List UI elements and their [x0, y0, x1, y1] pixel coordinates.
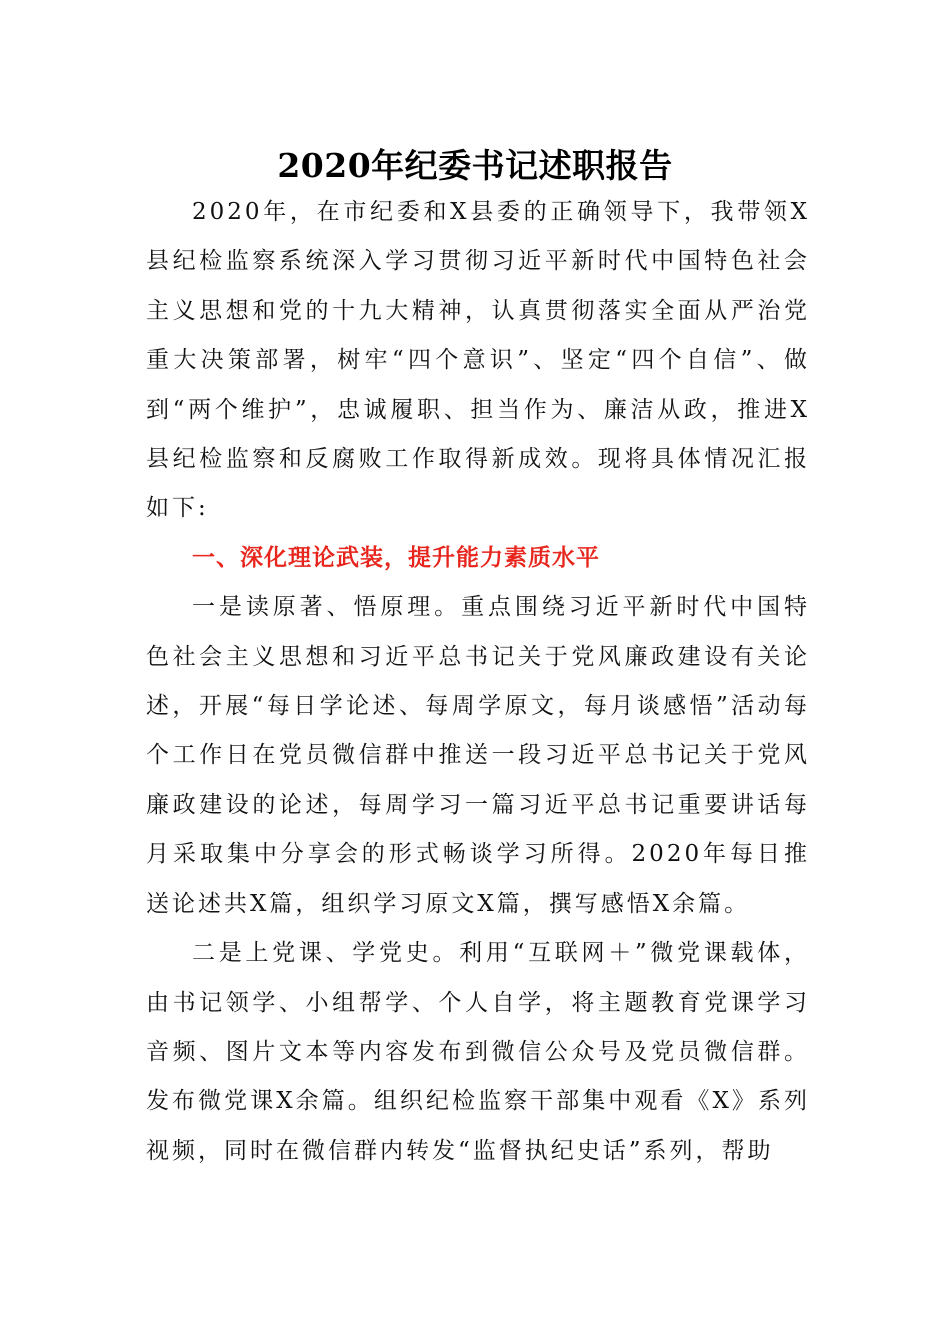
document-title: 2020年纪委书记述职报告: [277, 146, 673, 185]
document-body: [146, 188, 810, 1176]
intro-paragraph: 2020年，在市纪委和X县委的正确领导下，我带领X县纪检监察系统深入学习贯彻习近平新时代中国特色社会主义思想和党的十九大精神，认真贯彻落实全面从严治党重大决策部署，树牢“四个意识”、坚定“四个自信”、做到“两个维护”，忠诚履职、担当作为、廉洁从政，推进X县纪检监察和反腐败工作取得新成效。现将具体情况汇报如下:: [146, 199, 810, 522]
section-heading: 一、深化理论武装，提升能力素质水平: [192, 544, 600, 571]
paragraph-party-lessons: 二是上党课、学党史。利用“互联网＋”微党课载体，由书记领学、小组帮学、个人自学，将主题教育党课学习音频、图片文本等内容发布到微信公众号及党员微信群。发布微党课X余篇。组织纪检监察干部集中观看《X》系列视频，同时在微信群内转发“监督执纪史话”系列，帮助: [146, 940, 810, 1164]
paragraph-reading: 一是读原著、悟原理。重点围绕习近平新时代中国特色社会主义思想和习近平总书记关于党风廉政建设有关论述，开展“每日学论述、每周学原文，每月谈感悟”活动每个工作日在党员微信群中推送一段习近平总书记关于党风廉政建设的论述，每周学习一篇习近平总书记重要讲话每月采取集中分享会的形式畅谈学习所得。2020年每日推送论述共X篇，组织学习原文X篇，撰写感悟X余篇。: [146, 594, 810, 917]
